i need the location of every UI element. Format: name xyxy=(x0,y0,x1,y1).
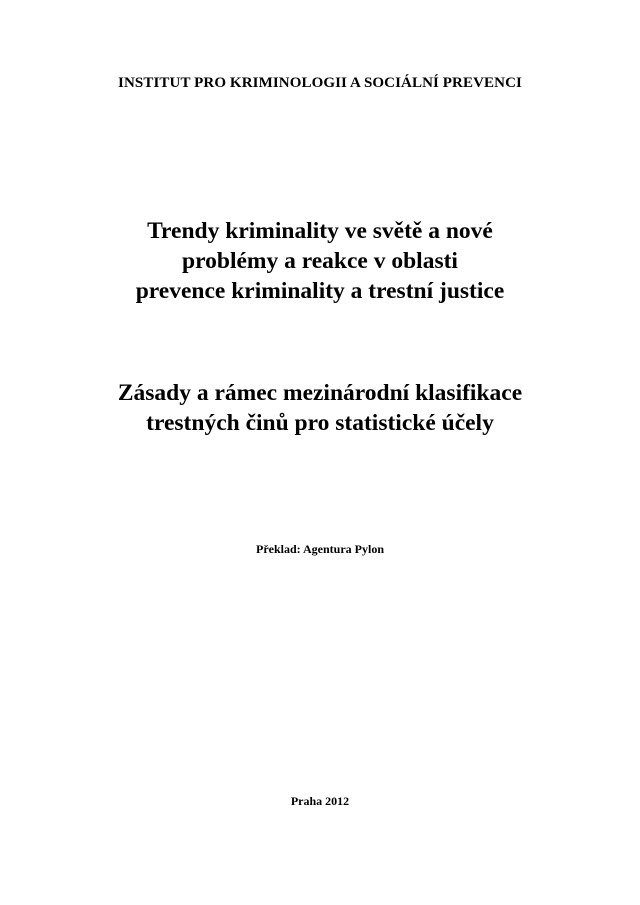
place-and-year: Praha 2012 xyxy=(290,794,350,808)
subtitle-line-1: Zásady a rámec mezinárodní klasifikace xyxy=(117,380,523,406)
main-title-line-3: prevence kriminality a trestní justice xyxy=(135,278,505,304)
main-title xyxy=(0,216,640,306)
subtitle xyxy=(0,378,640,438)
subtitle-line-2: trestných činů pro statistické účely xyxy=(146,410,494,436)
main-title-line-1: Trendy kriminality ve světě a nové xyxy=(147,218,493,244)
translation-credit: Překlad: Agentura Pylon xyxy=(256,542,384,556)
institute-name: INSTITUT PRO KRIMINOLOGII A SOCIÁLNÍ PREVENCI xyxy=(118,75,522,91)
main-title-line-2: problémy a reakce v oblasti xyxy=(182,248,458,274)
